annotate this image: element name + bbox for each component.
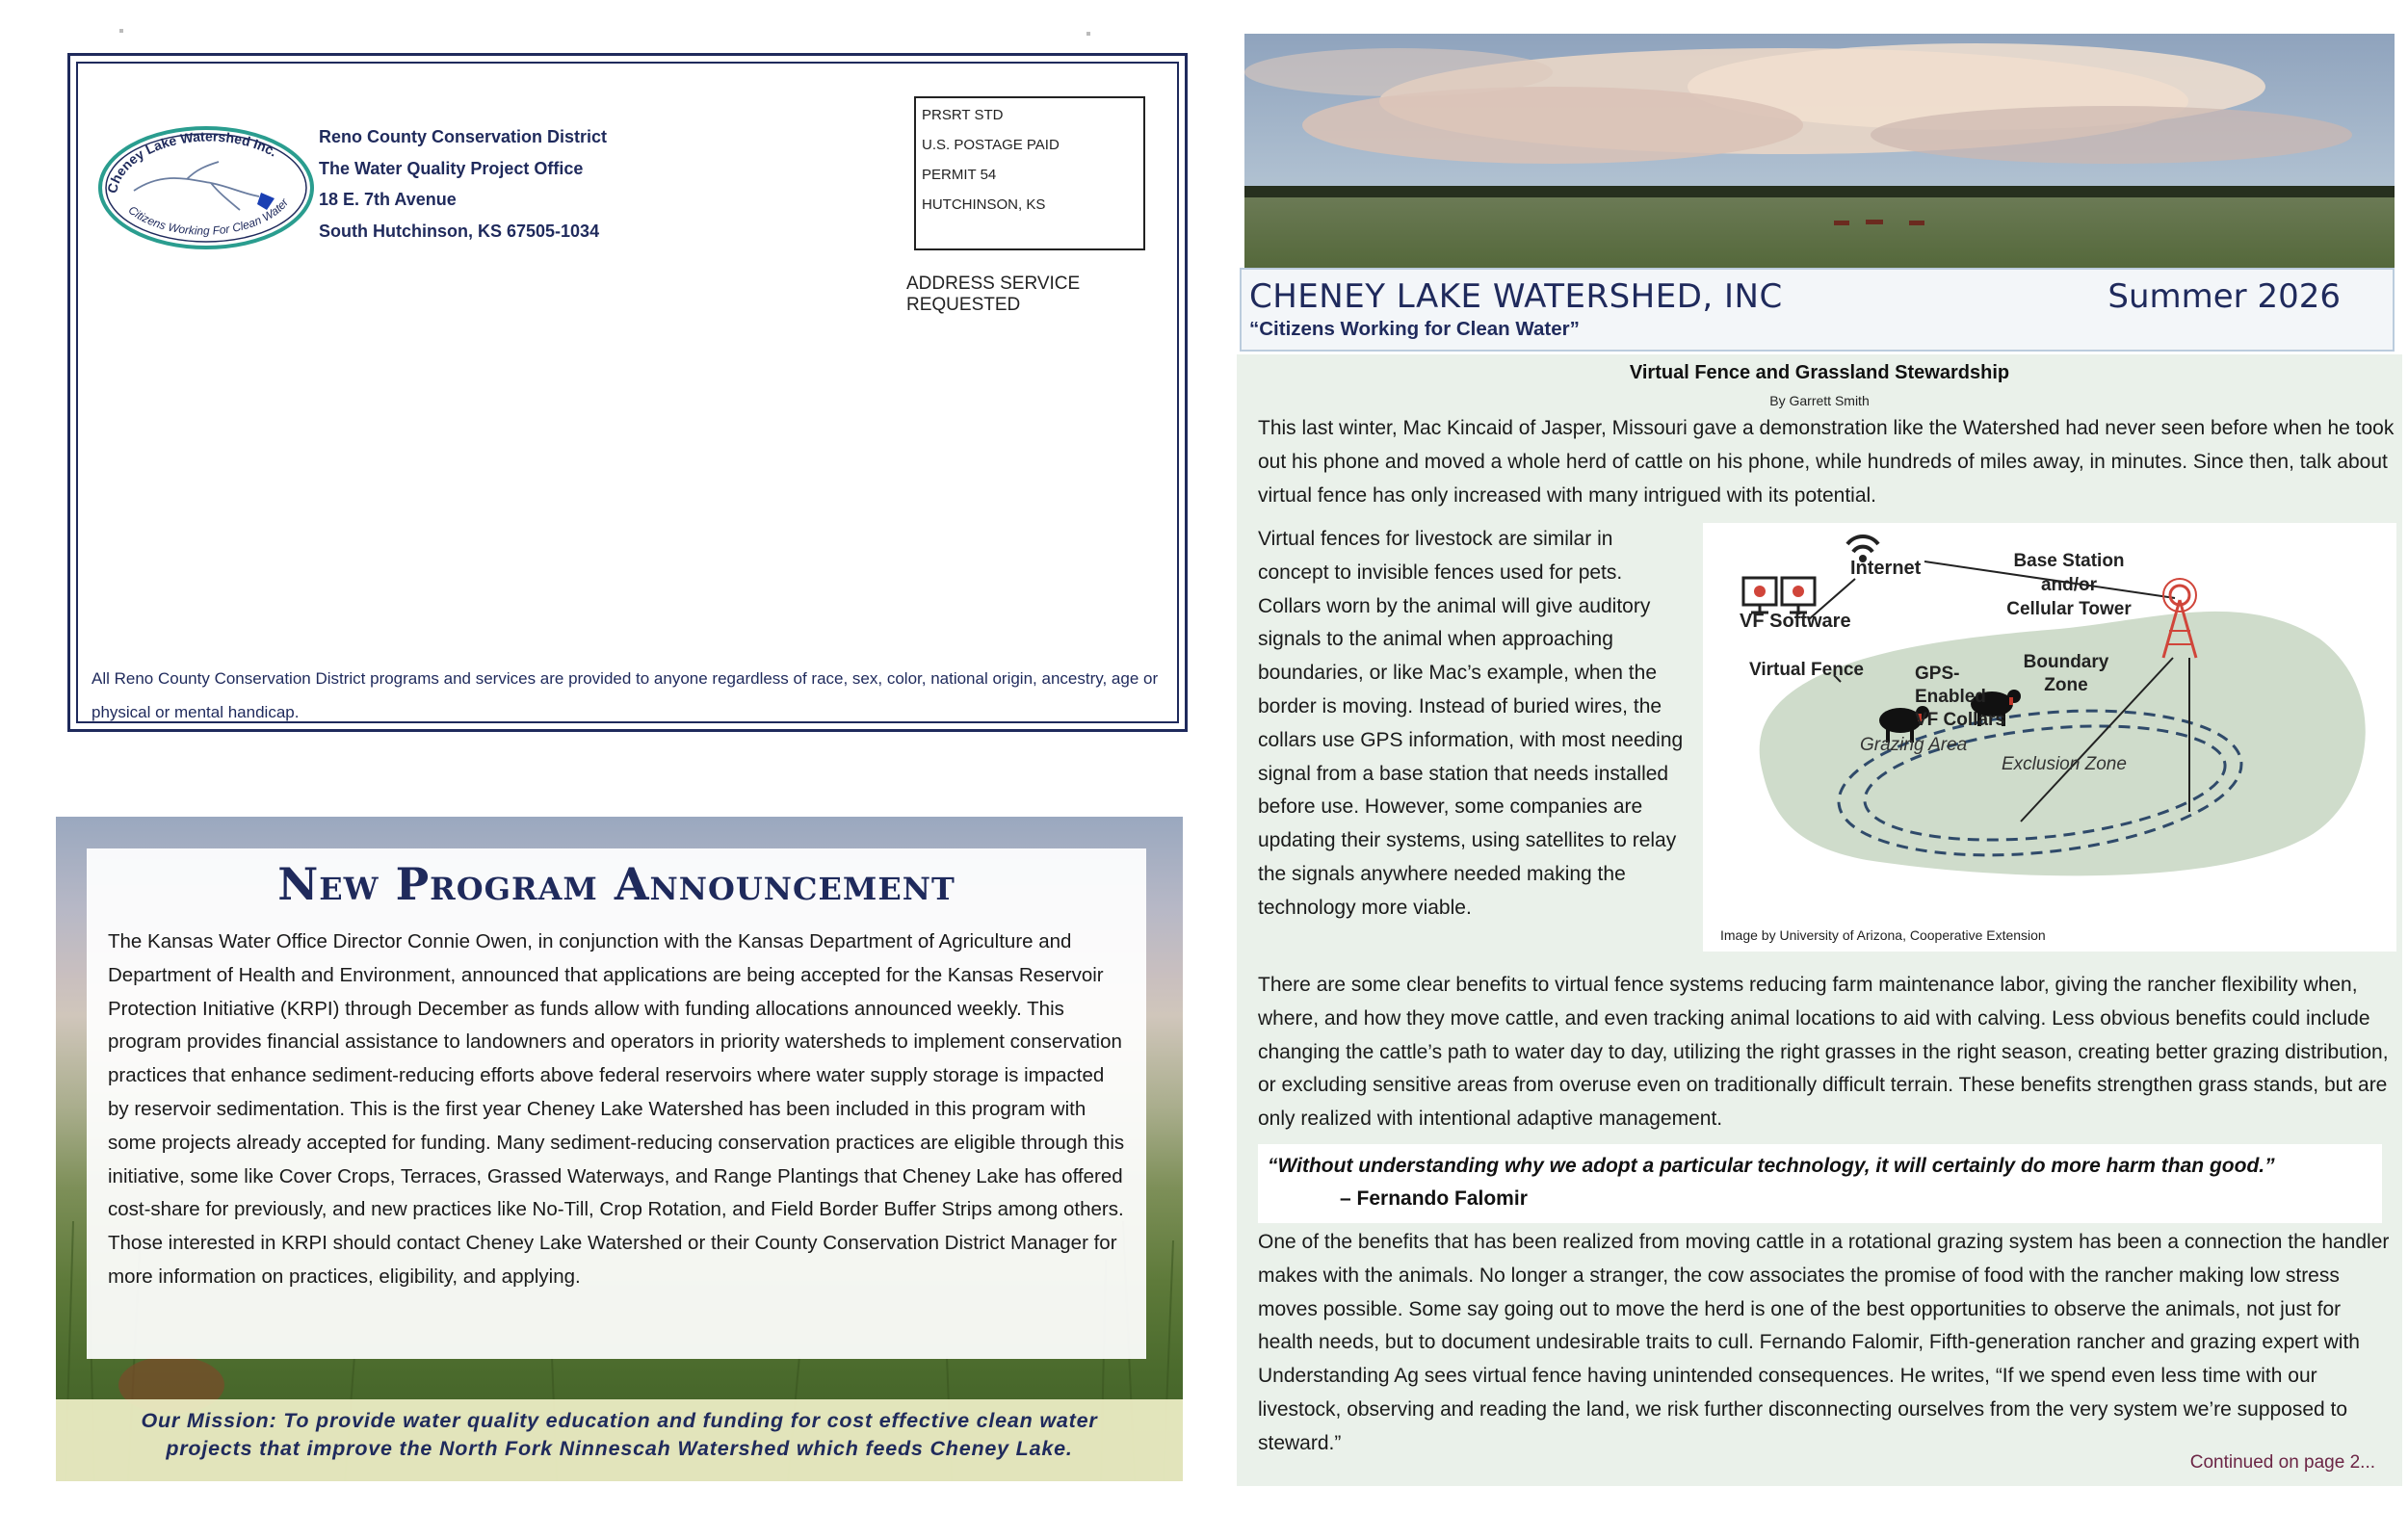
article-paragraph-3: There are some clear benefits to virtual fence systems reducing farm maintenance labor, giving the rancher flexibility when, where, and how they move cattle, and even tracking animal locations to aid with calving. Less obvious benefits could include changing the cattle’s path to water day to day, utilizing the right grasses in the right season, creating better grazing distribution, or excluding sensitive areas from overuse even on traditionally difficult terrain. These benefits strengthen grass stands, but are only realized with intentional adaptive management. [1258,974,2389,1131]
virtual-fence-diagram [1703,523,2396,952]
announcement-text-box [87,848,1146,1359]
announcement-body: The Kansas Water Office Director Connie Owen, in conjunction with the Kansas Department of Agriculture and Department of Health and Environment, announced that applications are being accepted for the Kansas Reservoir Protection Initiative (KRPI) through December as funds allow with funding allocations announced weekly. This program provides financial assistance to landowners and operators in priority watersheds to implement conservation practices that enhance sediment-reducing efforts above federal reservoirs where water supply storage is impacted by reservoir sedimentation. This is the first year Cheney Lake Watershed has been included in this program with some projects already accepted for funding. Many sediment-reducing conservation practices are eligible through this initiative, some like Cover Crops, Terraces, Grassed Waterways, and Range Plantings that Cheney Lake has offered cost-share for previously, and new practices like No-Till, Crop Rotation, and Field Border Buffer Strips among others. Those interested in KRPI should contact Cheney Lake Watershed or their County Conservation District Manager for more information on practices, eligibility, and applying. [108,930,1125,1288]
label-gps-collars: VF Collars [1915,710,2005,730]
hero-landscape-photo [1244,34,2395,270]
newsletter-title: CHENEY LAKE WATERSHED, INC [1249,277,1783,316]
landscape-image [1244,34,2395,270]
issue-season: Summer 2026 [2107,277,2341,316]
return-address [319,121,607,247]
logo-arc-bottom-text: Citizens Working For Clean Water [125,196,292,238]
label-boundary-zone: Zone [2044,675,2088,695]
newsletter-slogan: “Citizens Working for Clean Water” [1249,318,1580,340]
return-address-line: 18 E. 7th Avenue [319,190,457,209]
return-address-line: The Water Quality Project Office [319,158,584,178]
cheney-lake-logo [95,123,317,253]
article-byline: By Garrett Smith [1769,393,1870,408]
label-base-station: and/or [2040,575,2098,595]
label-base-station: Base Station [2013,551,2125,571]
computer-monitor-icon [1743,578,1776,613]
continued-link[interactable]: Continued on page 2... [2189,1452,2375,1473]
mission-line: projects that improve the North Fork Ninnescah Watershed which feeds Cheney Lake. [166,1437,1073,1460]
label-virtual-fence: Virtual Fence [1749,660,1864,680]
return-address-line: Reno County Conservation District [319,127,608,146]
pull-quote [1258,1144,2382,1223]
label-gps-collars: GPS- [1915,664,1960,684]
scan-mark [119,29,123,33]
label-grazing-area: Grazing Area [1860,735,1968,755]
postage-indicia [914,96,1145,250]
nondiscrimination-statement: All Reno County Conservation District programs and services are provided to anyone regardless of race, sex, color, national origin, ancestry, age or physical or mental handicap. [92,669,1159,721]
mailing-panel [67,53,1188,732]
label-gps-collars: Enabled [1915,687,1986,707]
address-service-requested: ADDRESS SERVICE REQUESTED [906,274,1081,315]
label-boundary-zone: Boundary [2023,652,2109,672]
diagram-svg [1703,523,2396,952]
label-base-station: Cellular Tower [2006,599,2132,619]
announcement-title: New Program Announcement [277,858,955,910]
article-title: Virtual Fence and Grassland Stewardship [1629,362,2010,383]
mission-statement [56,1399,1183,1481]
announcement-panel [56,817,1183,1481]
article-paragraph-2: Virtual fences for livestock are similar in concept to invisible fences used for pets. Collars worn by the animal will give auditory signals to the animal when approaching boundaries, or like Mac’s example, when the border is moving. Instead of buried wires, the collars use GPS information, with most needing signal from a base station that needs installed before use. However, some companies are updating their systems, using satellites to relay the signals anywhere needed making the technology more viable. [1258,528,1684,919]
newsletter-masthead [1240,268,2395,352]
pull-quote-author: – Fernando Falomir [1340,1187,1528,1210]
svg-text:Cheney Lake Watershed Inc. [104,128,280,195]
label-vf-software: VF Software [1740,611,1851,632]
postage-line: HUTCHINSON, KS [922,196,1046,213]
figure-caption: Image by University of Arizona, Cooperative Extension [1720,927,2046,943]
return-address-line: South Hutchinson, KS 67505-1034 [319,221,600,241]
article-content-area [1237,354,2402,1486]
mailing-panel-inner-border [76,62,1179,723]
article-paragraph-1: This last winter, Mac Kincaid of Jasper, Missouri gave a demonstration like the Watershed had never seen before when he took out his phone and moved a whole herd of cattle on his phone, while hundreds of miles away, in minutes. Since then, talk about virtual fence has only increased with many intrigued with its potential. [1258,417,2395,507]
postage-line: U.S. POSTAGE PAID [922,137,1060,153]
logo-arc-top-text: Cheney Lake Watershed Inc. [104,128,280,196]
postage-line: PERMIT 54 [922,167,997,183]
mission-line: Our Mission: To provide water quality education and funding for cost effective clean water [141,1409,1098,1432]
label-exclusion-zone: Exclusion Zone [2002,754,2127,774]
scan-mark [1086,32,1090,36]
pull-quote-text: “Without understanding why we adopt a particular technology, it will certainly do more harm than good.” [1268,1155,2275,1177]
computer-monitor-icon [1782,578,1815,613]
article-paragraph-4: One of the benefits that has been realized from moving cattle in a rotational grazing system has been a connection the handler makes with the animals. No longer a stranger, the cow associates the promise of food with the rancher making low stress moves possible. Some say going out to move the herd is one of the best opportunities to observe the animals, not just for health needs, but to document undesirable traits to cull. Fernando Falomir, Fifth-generation rancher and grazing expert with Understanding Ag sees virtual fence having unintended consequences. He writes, “If we spend even less time with our livestock, observing and reading the land, we risk further disconnecting ourselves from the very system we’re supposed to steward.” [1258,1231,2390,1454]
postage-line: PRSRT STD [922,107,1004,123]
label-internet: Internet [1850,558,1922,579]
